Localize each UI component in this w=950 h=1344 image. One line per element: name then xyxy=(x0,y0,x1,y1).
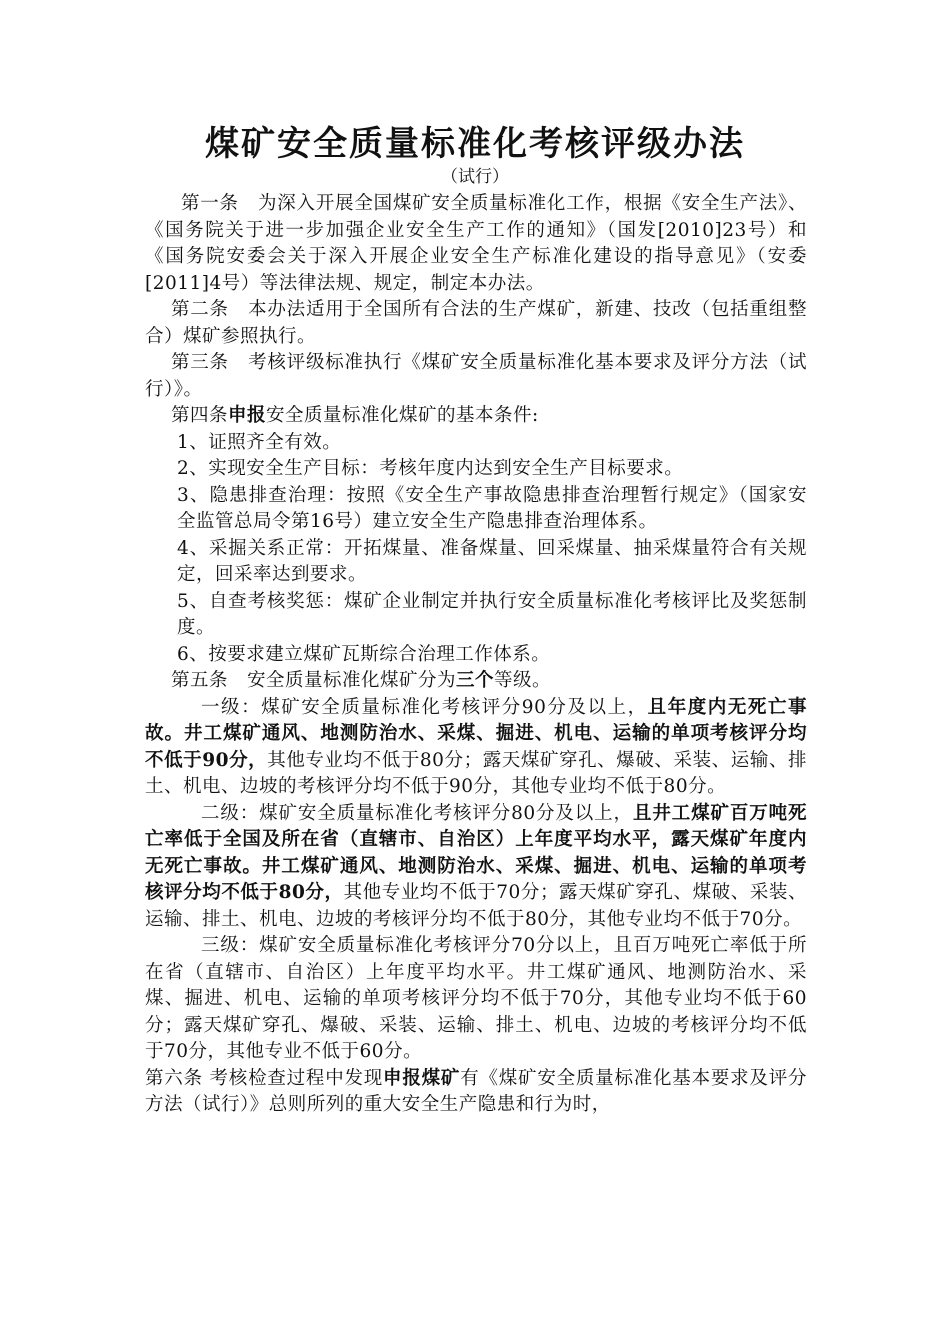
level-1-emphasis: 且年度内无死亡事故。井工煤矿通风、地测防治水、采煤、掘进、机电、运输的单项考核评分均不低于90分， xyxy=(145,696,807,771)
document-title: 煤矿安全质量标准化考核评级办法 xyxy=(205,124,745,164)
level-3: 三级：煤矿安全质量标准化考核评分70分以上，且百万吨死亡率低于所在省（直辖市、自治区）上年度平均水平。井工煤矿通风、地测防治水、采煤、掘进、机电、运输的单项考核评分均不低于70分，其他专业均不低于60分；露天煤矿穿孔、爆破、采装、运输、排土、机电、边坡的考核评分均不低于70分，其他专业不低于60分。 xyxy=(145,935,807,1062)
article-5 xyxy=(145,668,807,695)
level-2-rest: 其他专业均不低于70分；露天煤矿穿孔、煤破、采装、运输、排土、机电、边坡的考核评分均不低于80分，其他专业均不低于70分。 xyxy=(145,882,808,930)
condition-item: 3、隐患排查治理：按照《安全生产事故隐患排查治理暂行规定》（国家安全监管总局令第16号）建立安全生产隐患排查治理体系。 xyxy=(177,484,807,532)
condition-item: 4、采掘关系正常：开拓煤量、准备煤量、回采煤量、抽采煤量符合有关规定，回采率达到要求。 xyxy=(177,537,807,585)
article-3: 第三条 考核评级标准执行《煤矿安全质量标准化基本要求及评分方法（试行）》。 xyxy=(145,352,807,400)
level-2-emphasis: 且井工煤矿百万吨死亡率低于全国及所在省（直辖市、自治区）上年度平均水平，露天煤矿年度内无死亡事故。井工煤矿通风、地测防治水、采煤、掘进、机电、运输的单项考核评分均不低于80分， xyxy=(145,802,807,903)
level-1-rest: 其他专业均不低于80分；露天煤矿穿孔、爆破、采装、运输、排土、机电、边坡的考核评分均不低于90分，其他专业均不低于80分。 xyxy=(145,749,808,797)
article-5-rest: 等级。 xyxy=(494,670,552,691)
article-5-lead: 第五条 安全质量标准化煤矿分为 xyxy=(171,670,457,691)
article-4 xyxy=(145,403,807,430)
article-4-emphasis: 申报 xyxy=(228,405,267,426)
article-6-rest: 有《煤矿安全质量标准化基本要求及评分方法（试行）》总则所列的重大安全生产隐患和行为时， xyxy=(145,1067,807,1115)
article-6-emphasis: 申报煤矿 xyxy=(383,1067,461,1089)
article-6-lead: 第六条 考核检查过程中发现 xyxy=(145,1067,384,1089)
article-5-emphasis: 三个 xyxy=(456,670,495,691)
level-1-lead: 一级：煤矿安全质量标准化考核评分90分及以上， xyxy=(201,696,648,718)
condition-item: 2、实现安全生产目标：考核年度内达到安全生产目标要求。 xyxy=(177,458,684,479)
article-4-lead: 第四条 xyxy=(171,405,229,426)
level-2 xyxy=(145,801,807,934)
level-1 xyxy=(145,695,807,801)
article-1: 第一条 为深入开展全国煤矿安全质量标准化工作，根据《安全生产法》、《国务院关于进一步加强企业安全生产工作的通知》（国发[2010]23号）和《国务院安委会关于深入开展企业安全生产标准化建设的指导意见》（安委[2011]4号）等法律法规、规定，制定本办法。 xyxy=(145,193,807,294)
article-6 xyxy=(145,1066,807,1119)
document-subtitle: （试行） xyxy=(441,167,509,187)
level-2-lead: 二级：煤矿安全质量标准化考核评分80分及以上， xyxy=(201,802,633,824)
article-4-rest: 安全质量标准化煤矿的基本条件: xyxy=(266,405,539,426)
condition-item: 1、证照齐全有效。 xyxy=(177,431,342,453)
article-2: 第二条 本办法适用于全国所有合法的生产煤矿，新建、技改（包括重组整合）煤矿参照执行。 xyxy=(145,299,807,347)
document-body xyxy=(145,191,807,1119)
condition-item: 5、自查考核奖惩：煤矿企业制定并执行安全质量标准化考核评比及奖惩制度。 xyxy=(177,590,807,638)
condition-item: 6、按要求建立煤矿瓦斯综合治理工作体系。 xyxy=(177,643,551,665)
